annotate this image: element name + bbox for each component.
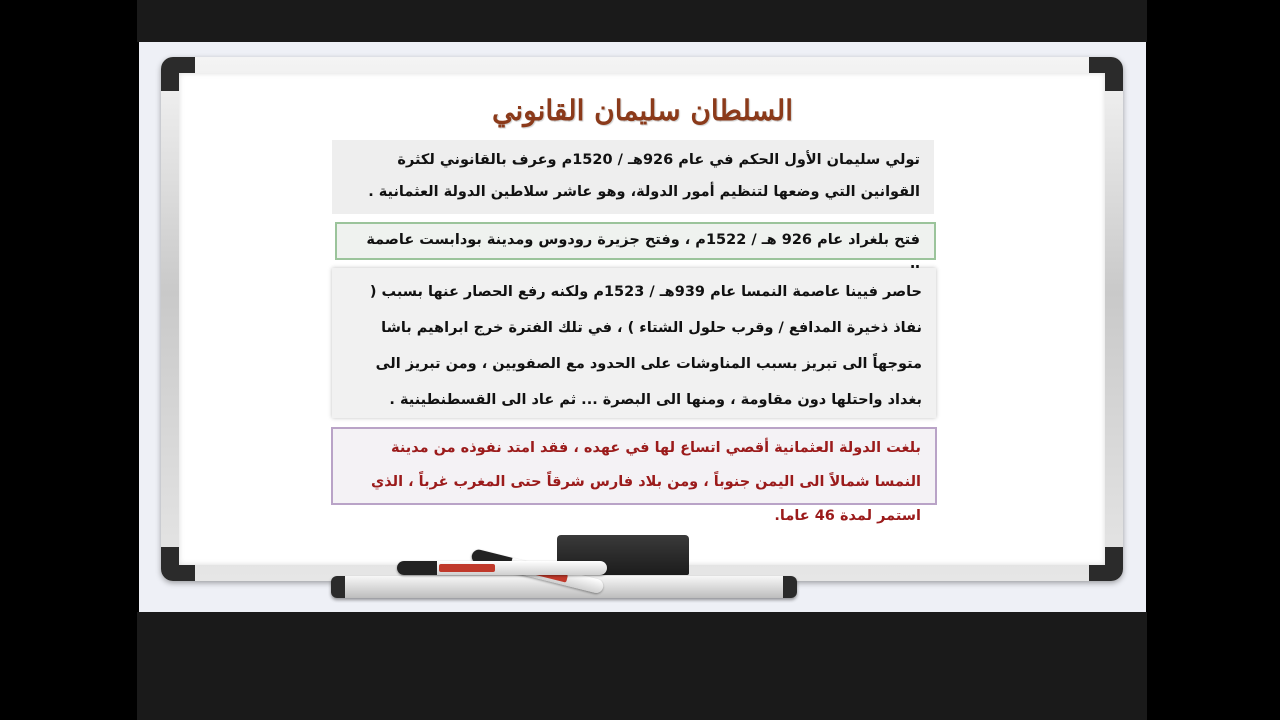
tray-cap bbox=[331, 576, 345, 598]
text-box-conquests: فتح بلغراد عام 926 هـ / 1522م ، وفتح جزيرة رودوس ومدينة بودابست عاصمة bbox=[335, 222, 936, 260]
slide-title: السلطان سليمان القانوني bbox=[492, 94, 793, 127]
tray-cap bbox=[783, 576, 797, 598]
letterbox-top bbox=[137, 0, 1147, 42]
text-box-vienna-siege: حاصر فيينا عاصمة النمسا عام 939هـ / 1523م ولكنه رفع الحصار عنها بسبب ( نفاذ ذخيرة المدافع / وقرب حلول الشتاء ) ، في تلك الفترة خرج ابراهيم باشا متوجهاً الى تبريز بسبب المناوشات على الحدود مع الصفويين ، ومن تبريز الى بغداد واحتلها دون مقاومة ، ومنها الى البصرة ... ثم عاد الى القسطنطينية . bbox=[332, 268, 936, 418]
letterbox-bottom bbox=[137, 612, 1147, 720]
slide bbox=[139, 42, 1146, 612]
text-box-reign: تولي سليمان الأول الحكم في عام 926هـ / 1520م وعرف بالقانوني لكثرة القوانين التي وضعها لتنظيم أمور الدولة، وهو عاشر سلاطين الدولة العثمانية . bbox=[332, 140, 934, 214]
marker-icon bbox=[397, 561, 607, 575]
text-box-empire-extent: بلغت الدولة العثمانية أقصي اتساع لها في عهده ، فقد امتد نفوذه من مدينة النمسا شمالاً الى اليمن جنوباً ، ومن بلاد فارس شرقاً حتى المغرب غرباً ، الذي استمر لمدة 46 عاما. bbox=[331, 427, 937, 505]
